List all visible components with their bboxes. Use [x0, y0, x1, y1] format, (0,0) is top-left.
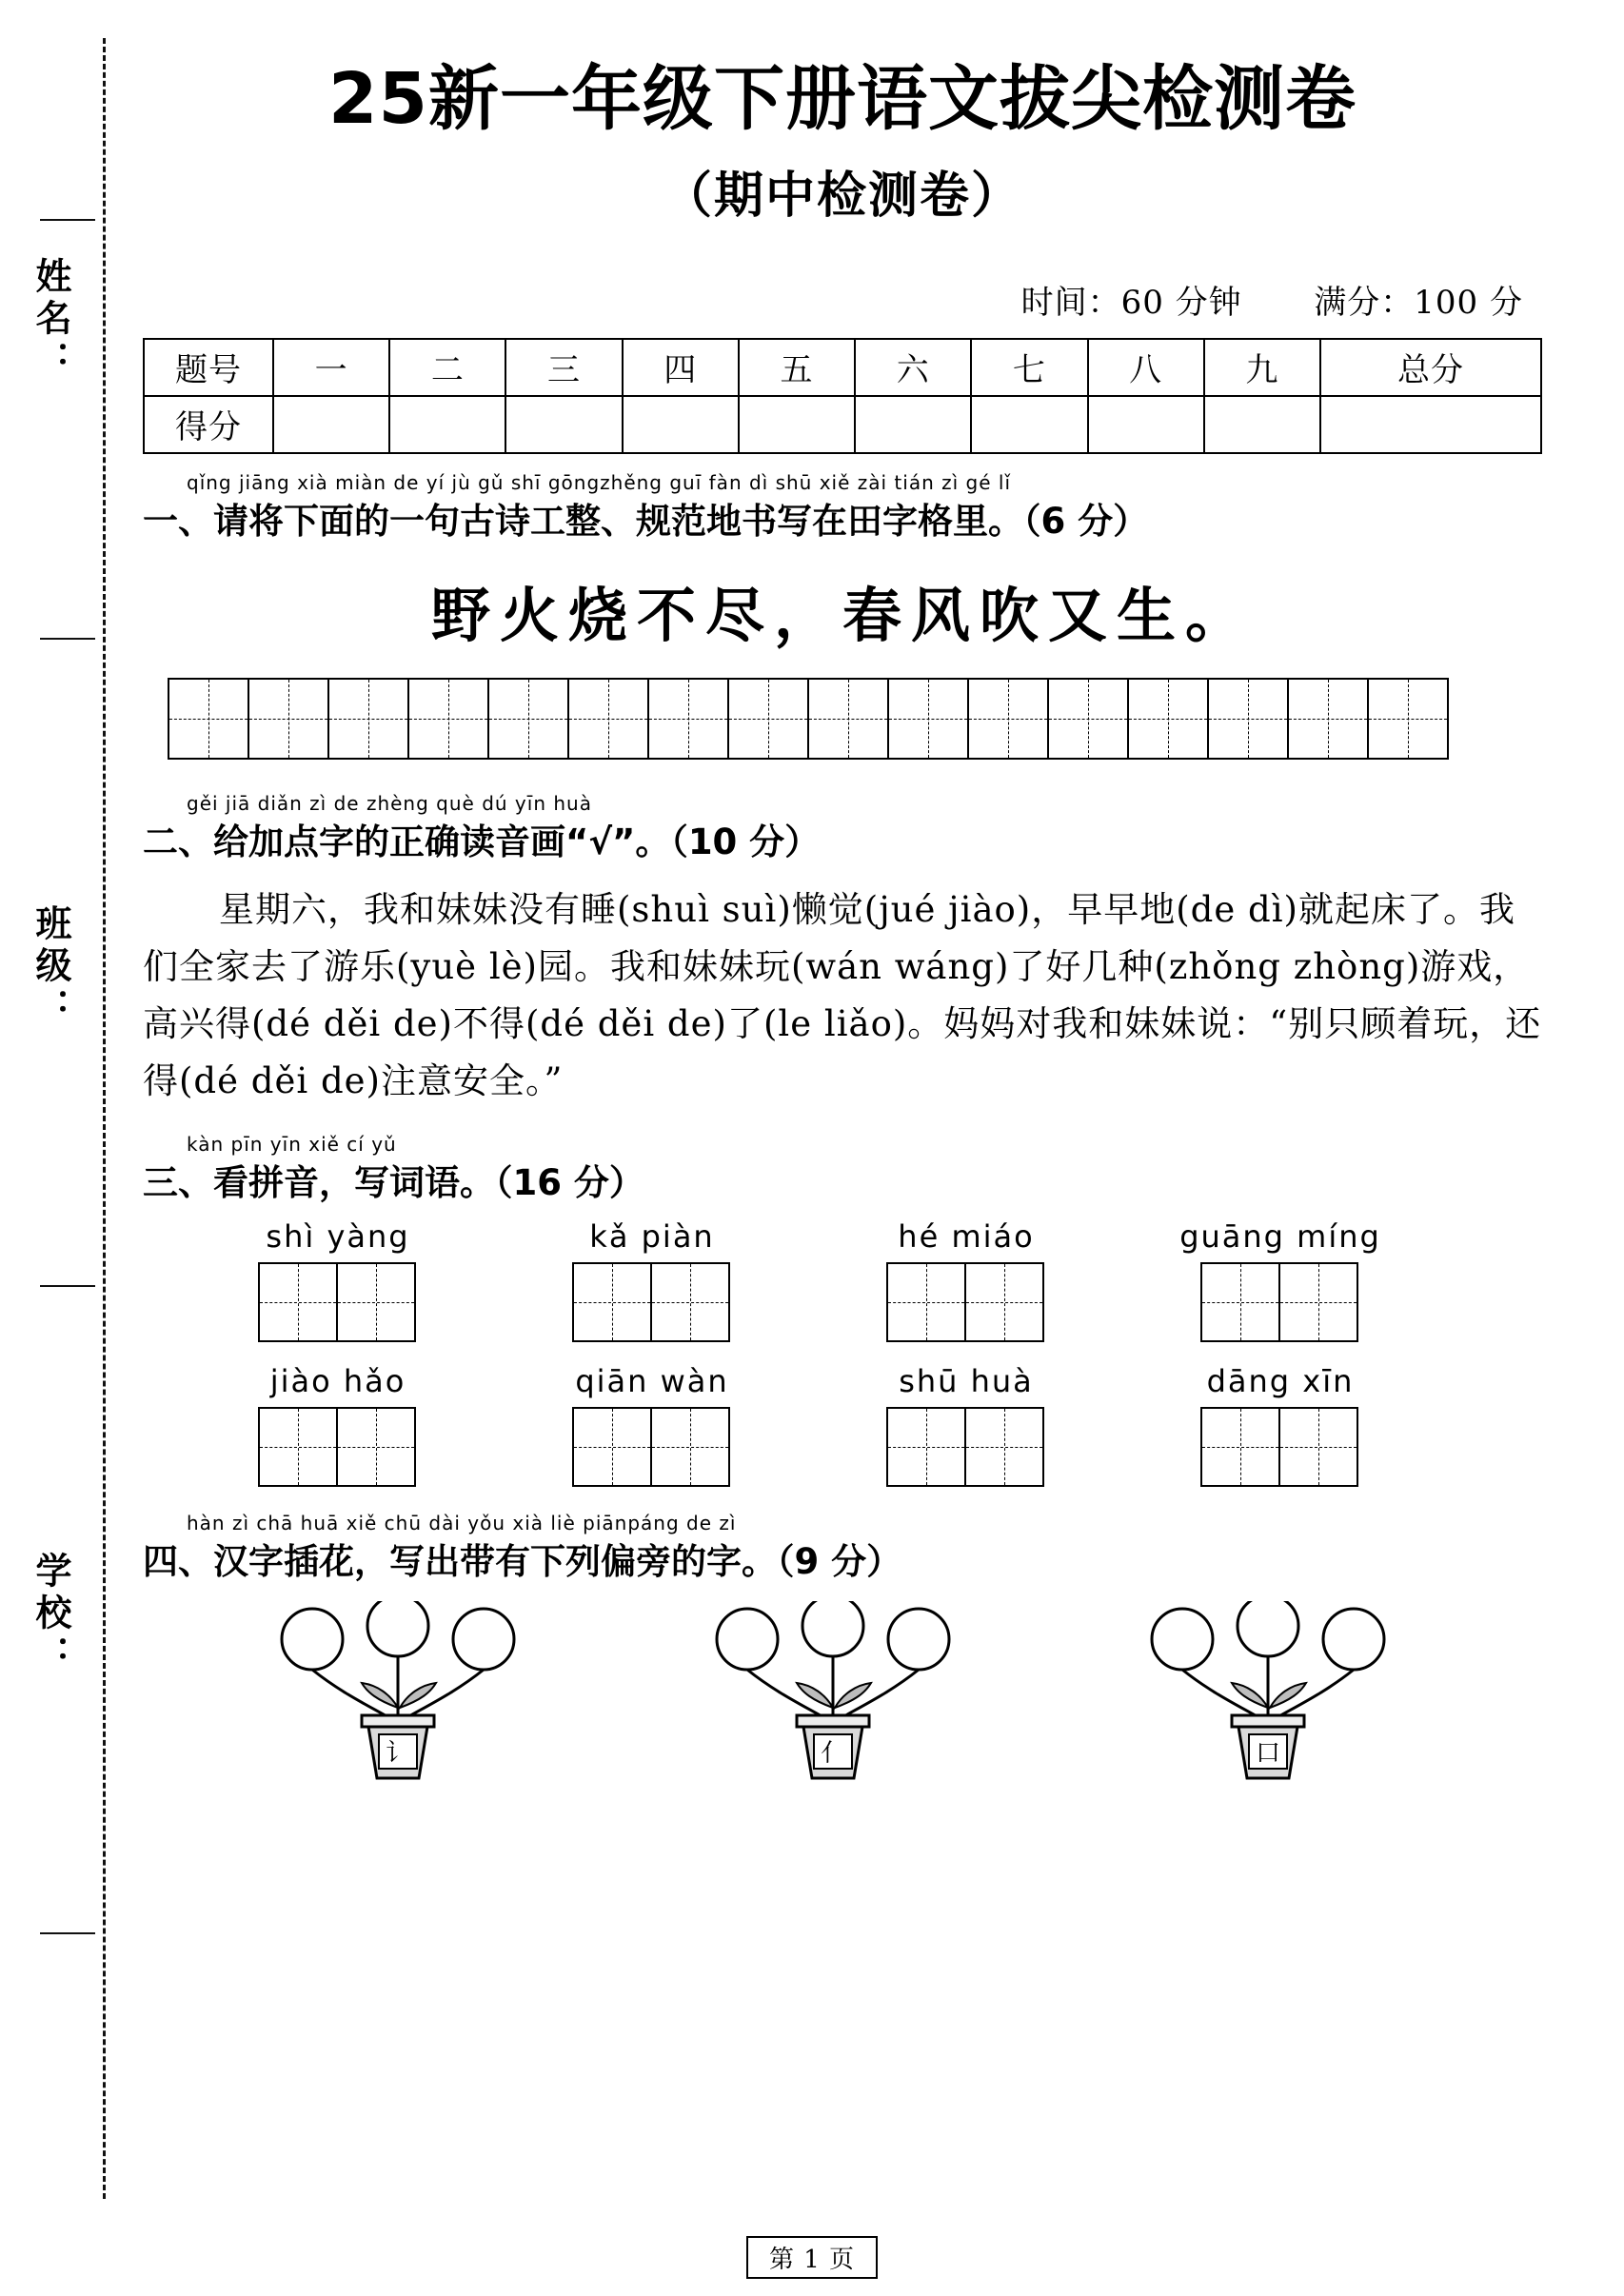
section-1-title: 一、请将下面的一句古诗工整、规范地书写在田字格里。（6 分） [143, 500, 1149, 542]
score-table-col-3: 三 [505, 339, 622, 396]
page-number: 第 1 页 [746, 2236, 878, 2279]
grid-cell[interactable] [258, 1262, 338, 1342]
flower-vase-icon [255, 1601, 541, 1782]
grid-cell[interactable] [567, 678, 649, 760]
score-table-row-label: 题号 [144, 339, 273, 396]
pinyin-word-item [181, 1363, 495, 1487]
sidebar-divider [40, 1932, 95, 1934]
grid-cell[interactable] [572, 1407, 652, 1487]
grid-cell[interactable] [336, 1407, 416, 1487]
flower-vase-group [1125, 1601, 1411, 1782]
score-table-col-4: 四 [623, 339, 739, 396]
grid-cell[interactable] [886, 1262, 966, 1342]
student-info-sidebar [17, 219, 97, 2075]
grid-cell[interactable] [1127, 678, 1209, 760]
grid-cell[interactable] [1278, 1262, 1358, 1342]
sidebar-divider [40, 638, 95, 640]
cut-dashed-line [103, 38, 106, 2199]
page-title: 25新一年级下册语文拔尖检测卷 [328, 58, 1357, 140]
grid-cell[interactable] [327, 678, 409, 760]
grid-cell[interactable] [487, 678, 569, 760]
poem-line: 野火烧不尽，春风吹又生。 [430, 580, 1254, 650]
pinyin-word-item [809, 1363, 1123, 1487]
score-table-col-6: 六 [855, 339, 971, 396]
score-table-col-2: 二 [389, 339, 505, 396]
pinyin-word-item [181, 1218, 495, 1342]
grid-cell[interactable] [807, 678, 889, 760]
score-cell-5[interactable] [739, 396, 855, 453]
sidebar-divider [40, 1285, 95, 1287]
word-pinyin: shì yàng [266, 1217, 410, 1255]
grid-cell[interactable] [967, 678, 1049, 760]
sidebar-label-school: 学校： [30, 1552, 72, 1677]
table-row-score [144, 396, 1541, 453]
flower-vase-icon [1125, 1601, 1411, 1782]
score-cell-total[interactable] [1320, 396, 1541, 453]
radical-label: 口 [1255, 1738, 1280, 1768]
word-answer-boxes [809, 1407, 1123, 1487]
grid-cell[interactable] [1287, 678, 1369, 760]
section-4-heading [143, 1512, 1542, 1584]
word-answer-boxes [1123, 1262, 1437, 1342]
flower-vase-icon [690, 1601, 976, 1782]
pinyin-word-row-2 [181, 1363, 1542, 1487]
word-answer-boxes [809, 1262, 1123, 1342]
word-answer-boxes [181, 1407, 495, 1487]
flower-vase-group [690, 1601, 976, 1782]
word-answer-boxes [1123, 1407, 1437, 1487]
grid-cell[interactable] [1200, 1407, 1280, 1487]
score-table-col-1: 一 [273, 339, 389, 396]
score-table-col-5: 五 [739, 339, 855, 396]
section-2-title: 二、给加点字的正确读音画“√”。（10 分） [143, 821, 821, 862]
score-table-col-7: 七 [971, 339, 1087, 396]
section-2-pinyin: gěi jiā diǎn zì de zhèng què dú yīn huà [187, 791, 592, 815]
score-table-col-9: 九 [1204, 339, 1320, 396]
exam-meta [143, 276, 1542, 323]
word-answer-boxes [181, 1262, 495, 1342]
word-pinyin: qiān wàn [575, 1362, 729, 1399]
word-answer-boxes [495, 1262, 809, 1342]
grid-cell[interactable] [964, 1262, 1044, 1342]
sidebar-divider [40, 219, 95, 221]
full-score-label: 满分：100 分 [1314, 283, 1523, 322]
grid-cell[interactable] [650, 1262, 730, 1342]
grid-cell[interactable] [1278, 1407, 1358, 1487]
sidebar-label-name: 姓名： [30, 257, 72, 383]
sidebar-label-class: 班级： [30, 904, 72, 1030]
grid-cell[interactable] [964, 1407, 1044, 1487]
score-cell-1[interactable] [273, 396, 389, 453]
grid-cell[interactable] [168, 678, 249, 760]
section-4-title: 四、汉字插花，写出带有下列偏旁的字。（9 分） [143, 1540, 902, 1582]
section-2-heading [143, 792, 1542, 864]
score-cell-7[interactable] [971, 396, 1087, 453]
word-pinyin: dāng xīn [1206, 1362, 1355, 1399]
grid-cell[interactable] [647, 678, 729, 760]
pinyin-word-item [495, 1218, 809, 1342]
grid-cell[interactable] [1367, 678, 1449, 760]
score-table [143, 338, 1542, 454]
section-1-pinyin: qǐng jiāng xià miàn de yí jù gǔ shī gōngzhěng guī fàn dì shū xiě zài tián zì gé lǐ [187, 470, 1012, 494]
page-footer [0, 2236, 1624, 2279]
grid-cell[interactable] [887, 678, 969, 760]
grid-cell[interactable] [336, 1262, 416, 1342]
word-pinyin: hé miáo [898, 1217, 1035, 1255]
grid-cell[interactable] [886, 1407, 966, 1487]
section-4-pinyin: hàn zì chā huā xiě chū dài yǒu xià liè piānpáng de zì [187, 1511, 737, 1534]
grid-cell[interactable] [1200, 1262, 1280, 1342]
score-cell-2[interactable] [389, 396, 505, 453]
score-cell-8[interactable] [1088, 396, 1204, 453]
radical-label: 亻 [820, 1738, 845, 1768]
section-3-pinyin: kàn pīn yīn xiě cí yǔ [187, 1132, 397, 1156]
word-pinyin: jiào hǎo [269, 1362, 406, 1399]
pinyin-word-item [1123, 1363, 1437, 1487]
score-cell-3[interactable] [505, 396, 622, 453]
pinyin-word-item [809, 1218, 1123, 1342]
word-pinyin: guāng míng [1179, 1217, 1381, 1255]
grid-cell[interactable] [407, 678, 489, 760]
page-subtitle: （期中检测卷） [662, 167, 1022, 225]
word-pinyin: kǎ piàn [589, 1217, 715, 1255]
word-answer-boxes [495, 1407, 809, 1487]
grid-cell[interactable] [572, 1262, 652, 1342]
score-table-row-label-score: 得分 [144, 396, 273, 453]
exam-content [143, 57, 1542, 1782]
section-3-heading [143, 1133, 1542, 1205]
pinyin-word-item [1123, 1218, 1437, 1342]
flower-vase-group [255, 1601, 541, 1782]
score-cell-9[interactable] [1204, 396, 1320, 453]
word-pinyin: shū huà [899, 1362, 1034, 1399]
pinyin-word-item [495, 1363, 809, 1487]
score-table-total-label: 总分 [1320, 339, 1541, 396]
grid-cell[interactable] [1207, 678, 1289, 760]
grid-cell[interactable] [258, 1407, 338, 1487]
score-cell-6[interactable] [855, 396, 971, 453]
table-row-header [144, 339, 1541, 396]
score-table-col-8: 八 [1088, 339, 1204, 396]
grid-cell[interactable] [1047, 678, 1129, 760]
flower-vases [181, 1601, 1485, 1782]
section-2-paragraph: 星期六，我和妹妹没有睡(shuì suì)懒觉(jué jiào)，早早地(de dì)就起床了。我们全家去了游乐(yuè lè)园。我和妹妹玩(wán wáng)了好几种(zhǒng zhòng)游戏，高兴得(dé děi de)不得(dé děi de)了(le liǎo)。妈妈对我和妹妹说：“别只顾着玩，还得(dé děi de)注意安全。” [143, 888, 1542, 1101]
section-1-heading [143, 471, 1542, 544]
grid-cell[interactable] [248, 678, 329, 760]
time-limit-label: 时间：60 分钟 [1020, 283, 1242, 322]
radical-label: 讠 [386, 1738, 411, 1768]
section-3-title: 三、看拼音，写词语。（16 分） [143, 1161, 644, 1203]
grid-cell[interactable] [727, 678, 809, 760]
grid-cell[interactable] [650, 1407, 730, 1487]
score-cell-4[interactable] [623, 396, 739, 453]
pinyin-word-row-1 [181, 1218, 1542, 1342]
handwriting-grid-row [169, 678, 1542, 760]
